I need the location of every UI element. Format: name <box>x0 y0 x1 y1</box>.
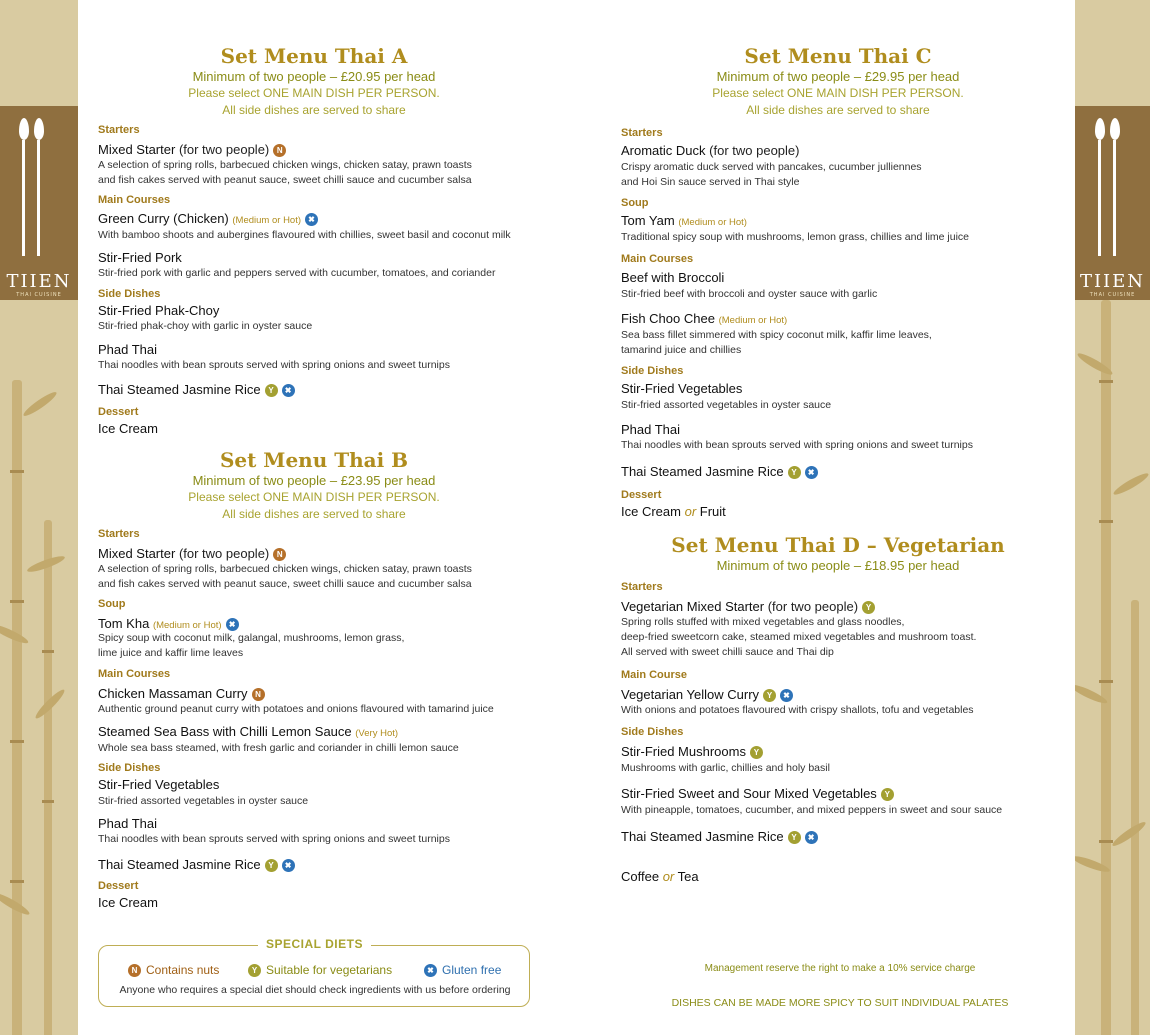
dish-description: A selection of spring rolls, barbecued chicken wings, chicken satay, prawn toasts and fish cakes served with peanut sauce, sweet chilli sauce and cucumber salsa <box>98 563 472 590</box>
dish-name: Tom Kha (Medium or Hot) ✖ <box>98 616 239 631</box>
menu-title: Set Menu Thai A <box>220 44 408 68</box>
legend-vegetarian: Y Suitable for vegetarians <box>248 963 392 977</box>
dish-description: Stir-fried phak-choy with garlic in oyster sauce <box>98 320 313 332</box>
dish-description: Stir-fried beef with broccoli and oyster sauce with garlic <box>621 288 878 300</box>
dish-name: Fish Choo Chee (Medium or Hot) <box>621 311 788 326</box>
menu-note: Please select ONE MAIN DISH PER PERSON. <box>712 86 964 100</box>
dish-name: Thai Steamed Jasmine Rice Y ✖ <box>98 382 295 397</box>
section-heading: Soup <box>98 598 126 610</box>
dish-name: Stir-Fried Mushrooms Y <box>621 744 763 759</box>
dish-description: Sea bass fillet simmered with spicy coconut milk, kaffir lime leaves, tamarind juice and chillies <box>621 329 932 356</box>
menu-note: All side dishes are served to share <box>222 103 406 117</box>
dish-name: Chicken Massaman Curry N <box>98 686 265 701</box>
gluten-free-icon: ✖ <box>780 689 793 702</box>
dish-description: Stir-fried assorted vegetables in oyster sauce <box>621 399 832 411</box>
menu-price: Minimum of two people – £23.95 per head <box>192 473 436 488</box>
dish-name: Aromatic Duck (for two people) <box>621 143 800 158</box>
menu-note: All side dishes are served to share <box>746 103 930 117</box>
gluten-free-icon: ✖ <box>305 213 318 226</box>
logo-text: TIIEN <box>1079 271 1146 292</box>
brand-logo-right <box>1075 106 1150 300</box>
logo-text: TIIEN <box>6 271 72 292</box>
nuts-icon: N <box>273 144 286 157</box>
dish-description: Whole sea bass steamed, with fresh garlic and coriander in chilli lemon sauce <box>98 742 459 754</box>
dish-name: Phad Thai <box>98 342 158 357</box>
section-heading: Main Courses <box>98 194 171 206</box>
dish-description: Authentic ground peanut curry with potatoes and onions flavoured with tamarind juice <box>98 703 494 715</box>
gluten-free-icon: ✖ <box>226 618 239 631</box>
menu-price: Minimum of two people – £18.95 per head <box>716 558 960 573</box>
section-heading: Dessert <box>98 406 139 418</box>
nuts-icon: N <box>252 688 265 701</box>
dish-description: Thai noodles with bean sprouts served with spring onions and sweet turnips <box>621 439 973 451</box>
section-heading: Starters <box>98 124 140 136</box>
section-heading: Starters <box>98 528 140 540</box>
menu-note: Please select ONE MAIN DISH PER PERSON. <box>188 490 440 504</box>
section-heading: Main Courses <box>621 253 694 265</box>
dish-description: Stir-fried pork with garlic and peppers served with cucumber, tomatoes, and coriander <box>98 267 496 279</box>
section-heading: Main Courses <box>98 668 171 680</box>
dish-name: Coffee or Tea <box>621 869 699 884</box>
spicy-note: DISHES CAN BE MADE MORE SPICY TO SUIT INDIVIDUAL PALATES <box>671 997 1009 1009</box>
dish-name: Thai Steamed Jasmine Rice Y ✖ <box>621 464 818 479</box>
vegetarian-icon: Y <box>265 859 278 872</box>
dish-name: Ice Cream or Fruit <box>621 504 726 519</box>
logo-subtitle: THAI CUISINE <box>16 292 62 298</box>
dish-description: Spicy soup with coconut milk, galangal, mushrooms, lemon grass, lime juice and kaffir lime leaves <box>98 632 405 659</box>
vegetarian-icon: Y <box>788 466 801 479</box>
dish-name: Stir-Fried Vegetables <box>621 381 743 396</box>
dish-name: Vegetarian Yellow Curry Y ✖ <box>621 687 793 702</box>
gluten-free-icon: ✖ <box>805 466 818 479</box>
gluten-free-icon: ✖ <box>282 384 295 397</box>
vegetarian-icon: Y <box>750 746 763 759</box>
dish-name: Phad Thai <box>98 816 158 831</box>
dish-description: Crispy aromatic duck served with pancakes, cucumber julliennes and Hoi Sin sauce served in Thai style <box>621 161 922 188</box>
dish-name: Steamed Sea Bass with Chilli Lemon Sauce (Very Hot) <box>98 724 399 739</box>
menu-price: Minimum of two people – £29.95 per head <box>716 69 960 84</box>
special-diets-note: Anyone who requires a special diet should check ingredients with us before ordering <box>119 984 511 996</box>
dish-description: With pineapple, tomatoes, cucumber, and mixed peppers in sweet and sour sauce <box>621 804 1003 816</box>
dish-description: A selection of spring rolls, barbecued chicken wings, chicken satay, prawn toasts and fish cakes served with peanut sauce, sweet chilli sauce and cucumber salsa <box>98 159 472 186</box>
dish-name: Ice Cream <box>98 421 158 436</box>
section-heading: Soup <box>621 197 649 209</box>
dish-name: Green Curry (Chicken) (Medium or Hot) ✖ <box>98 211 318 226</box>
vegetarian-icon: Y <box>265 384 278 397</box>
dish-name: Thai Steamed Jasmine Rice Y ✖ <box>621 829 818 844</box>
nuts-icon: N <box>273 548 286 561</box>
dish-description: Spring rolls stuffed with mixed vegetables and glass noodles, deep-fried sweetcorn cake, steamed mixed vegetables and mushroom toast. All served with sweet chilli sauce and Thai dip <box>621 616 977 658</box>
menu-note: All side dishes are served to share <box>222 507 406 521</box>
section-heading: Starters <box>621 127 663 139</box>
right-border <box>1075 0 1150 1035</box>
section-heading: Side Dishes <box>98 762 161 774</box>
dish-name: Thai Steamed Jasmine Rice Y ✖ <box>98 857 295 872</box>
menu-note: Please select ONE MAIN DISH PER PERSON. <box>188 86 440 100</box>
dish-description: With onions and potatoes flavoured with crispy shallots, tofu and vegetables <box>621 704 974 716</box>
dish-description: Thai noodles with bean sprouts served with spring onions and sweet turnips <box>98 833 450 845</box>
legend-nuts: N Contains nuts <box>128 963 219 977</box>
gluten-free-icon: ✖ <box>424 964 437 977</box>
dish-name: Vegetarian Mixed Starter (for two people) Y <box>621 599 875 614</box>
vegetarian-icon: Y <box>248 964 261 977</box>
dish-name: Mixed Starter (for two people) N <box>98 546 286 561</box>
dish-description: With bamboo shoots and aubergines flavoured with chillies, sweet basil and coconut milk <box>98 229 511 241</box>
dish-name: Stir-Fried Sweet and Sour Mixed Vegetables Y <box>621 786 894 801</box>
section-heading: Main Course <box>621 669 688 681</box>
logo-subtitle: THAI CUISINE <box>1089 292 1136 298</box>
dish-name: Beef with Broccoli <box>621 270 725 285</box>
dish-name: Stir-Fried Vegetables <box>98 777 220 792</box>
dish-description: Stir-fried assorted vegetables in oyster sauce <box>98 795 309 807</box>
section-heading: Dessert <box>98 880 139 892</box>
dish-name: Mixed Starter (for two people) N <box>98 142 286 157</box>
legend-gluten-free: ✖ Gluten free <box>424 963 501 977</box>
section-heading: Side Dishes <box>621 365 684 377</box>
menu-title: Set Menu Thai D – Vegetarian <box>671 533 1005 557</box>
section-heading: Side Dishes <box>621 726 684 738</box>
vegetarian-icon: Y <box>881 788 894 801</box>
section-heading: Side Dishes <box>98 288 161 300</box>
menu-price: Minimum of two people – £20.95 per head <box>192 69 436 84</box>
dish-name: Ice Cream <box>98 895 158 910</box>
left-border <box>0 0 78 1035</box>
service-charge-note: Management reserve the right to make a 10% service charge <box>704 963 976 974</box>
menu-title: Set Menu Thai C <box>744 44 932 68</box>
section-heading: Starters <box>621 581 663 593</box>
section-heading: Dessert <box>621 489 662 501</box>
vegetarian-icon: Y <box>862 601 875 614</box>
dish-name: Phad Thai <box>621 422 681 437</box>
special-diets-title: SPECIAL DIETS <box>258 937 371 951</box>
gluten-free-icon: ✖ <box>282 859 295 872</box>
dish-name: Stir-Fried Phak-Choy <box>98 303 220 318</box>
menu-title: Set Menu Thai B <box>219 448 409 472</box>
vegetarian-icon: Y <box>763 689 776 702</box>
nuts-icon: N <box>128 964 141 977</box>
brand-logo <box>0 106 78 300</box>
dish-name: Stir-Fried Pork <box>98 250 182 265</box>
dish-description: Thai noodles with bean sprouts served with spring onions and sweet turnips <box>98 359 450 371</box>
dish-description: Traditional spicy soup with mushrooms, lemon grass, chillies and lime juice <box>621 231 970 243</box>
vegetarian-icon: Y <box>788 831 801 844</box>
dish-name: Tom Yam (Medium or Hot) <box>621 213 747 228</box>
gluten-free-icon: ✖ <box>805 831 818 844</box>
dish-description: Mushrooms with garlic, chillies and holy basil <box>621 762 830 774</box>
